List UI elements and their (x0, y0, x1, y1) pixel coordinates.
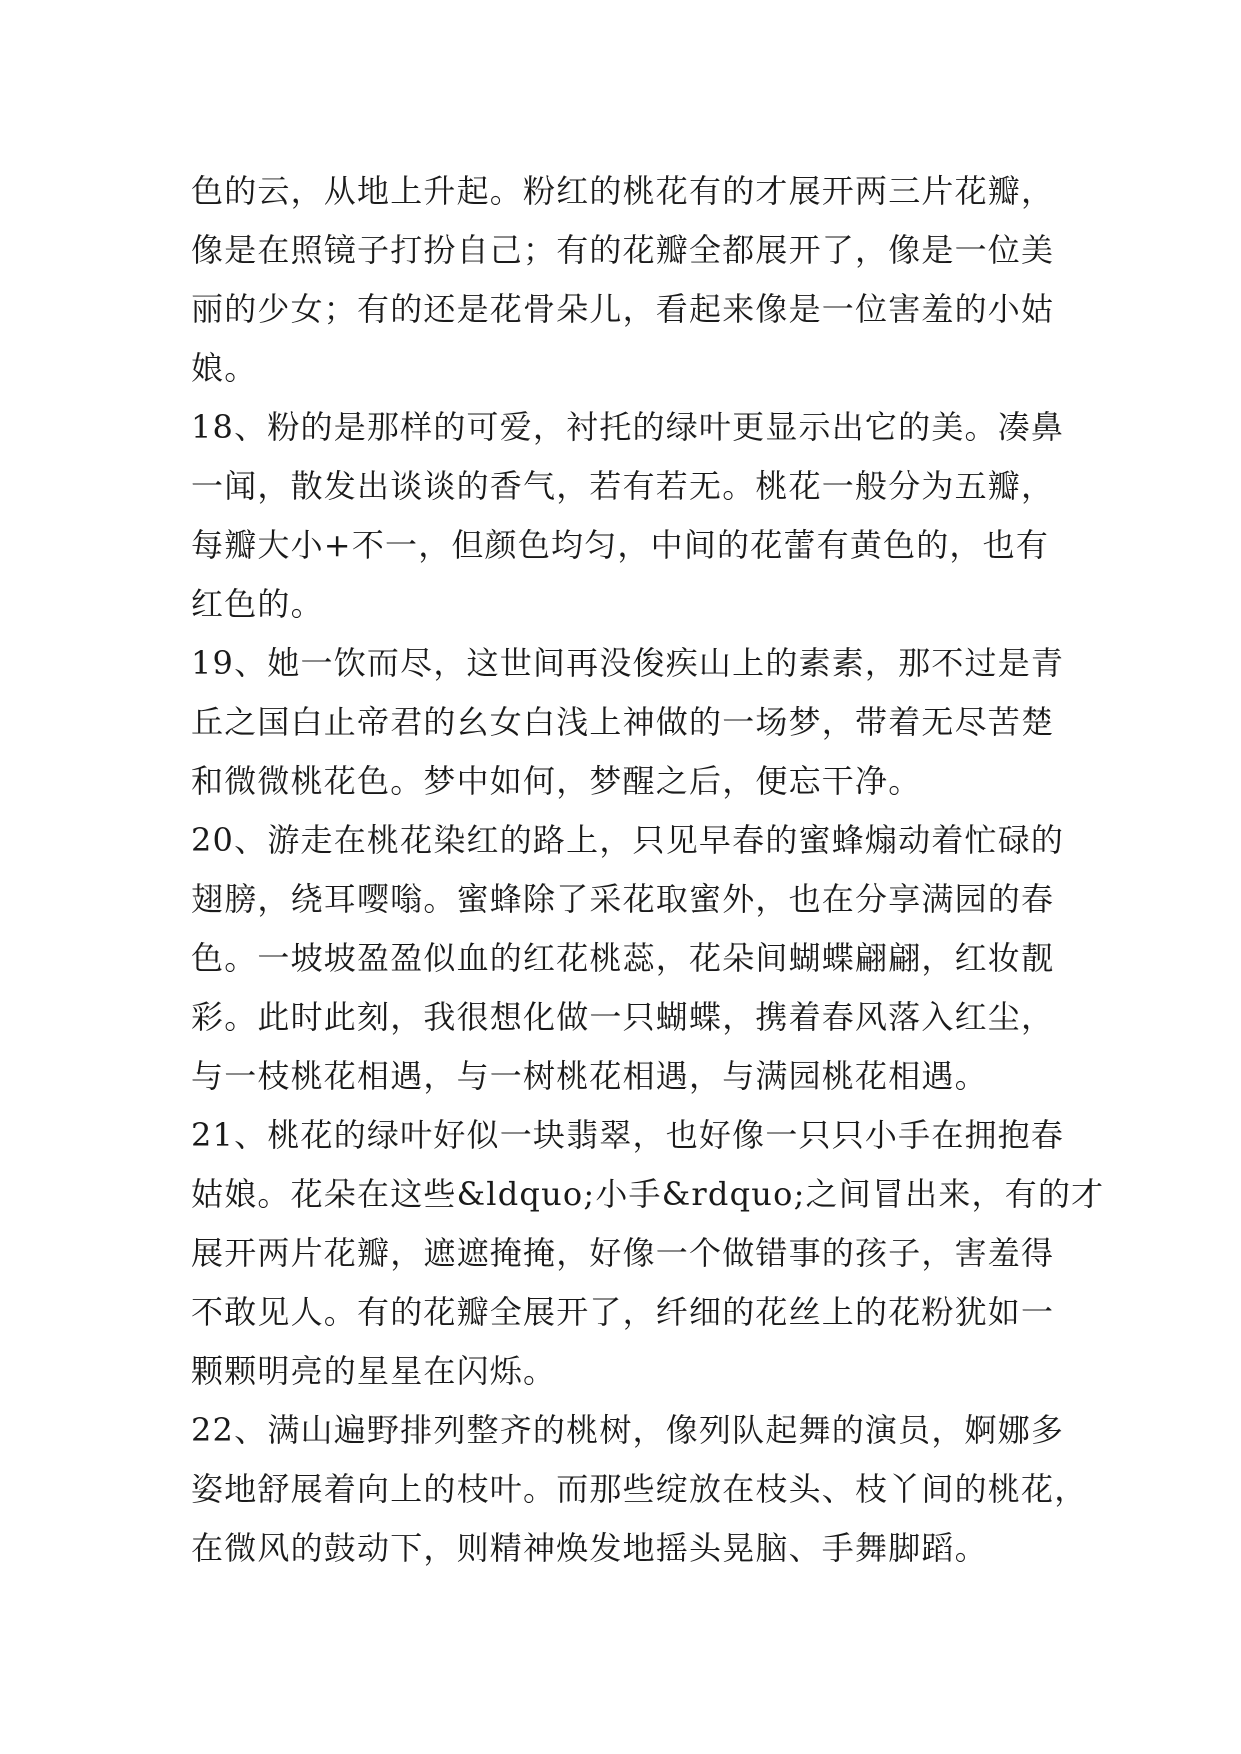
text-line: 每瓣大小+不一，但颜色均匀，中间的花蕾有黄色的，也有 (191, 526, 1050, 564)
text-line: 不敢见人。有的花瓣全展开了，纤细的花丝上的花粉犹如一 (191, 1293, 1055, 1331)
text-line: 18、粉的是那样的可爱，衬托的绿叶更显示出它的美。凑鼻 (191, 408, 1065, 446)
text-line: 21、桃花的绿叶好似一块翡翠，也好像一只只小手在拥抱春 (191, 1116, 1065, 1154)
text-line: 22、满山遍野排列整齐的桃树，像列队起舞的演员，婀娜多 (191, 1411, 1065, 1449)
text-line: 翅膀，绕耳嘤嗡。蜜蜂除了采花取蜜外，也在分享满园的春 (191, 880, 1055, 918)
text-line: 在微风的鼓动下，则精神焕发地摇头晃脑、手舞脚蹈。 (191, 1529, 988, 1567)
text-line: 19、她一饮而尽，这世间再没俊疾山上的素素，那不过是青 (191, 644, 1065, 682)
text-line: 色。一坡坡盈盈似血的红花桃蕊，花朵间蝴蝶翩翩，红妆靓 (191, 939, 1055, 977)
text-line: 姿地舒展着向上的枝叶。而那些绽放在枝头、枝丫间的桃花， (191, 1470, 1088, 1508)
text-line: 丘之国白止帝君的幺女白浅上神做的一场梦，带着无尽苦楚 (191, 703, 1055, 741)
text-line: 与一枝桃花相遇，与一树桃花相遇，与满园桃花相遇。 (191, 1057, 988, 1095)
text-line: 姑娘。花朵在这些&ldquo;小手&rdquo;之间冒出来，有的才 (191, 1175, 1105, 1213)
text-line: 和微微桃花色。梦中如何，梦醒之后，便忘干净。 (191, 762, 922, 800)
body-text (191, 162, 1105, 1578)
text-line: 展开两片花瓣，遮遮掩掩，好像一个做错事的孩子，害羞得 (191, 1234, 1055, 1272)
text-line: 红色的。 (191, 585, 324, 623)
text-line: 娘。 (191, 349, 258, 387)
text-line: 一闻，散发出谈谈的香气，若有若无。桃花一般分为五瓣， (191, 467, 1055, 505)
text-line: 20、游走在桃花染红的路上，只见早春的蜜蜂煽动着忙碌的 (191, 821, 1065, 859)
text-line: 像是在照镜子打扮自己；有的花瓣全都展开了，像是一位美 (191, 231, 1055, 269)
text-line: 丽的少女；有的还是花骨朵儿，看起来像是一位害羞的小姑 (191, 290, 1055, 328)
text-line: 颗颗明亮的星星在闪烁。 (191, 1352, 557, 1390)
text-line: 彩。此时此刻，我很想化做一只蝴蝶，携着春风落入红尘， (191, 998, 1055, 1036)
text-line: 色的云，从地上升起。粉红的桃花有的才展开两三片花瓣， (191, 172, 1055, 210)
